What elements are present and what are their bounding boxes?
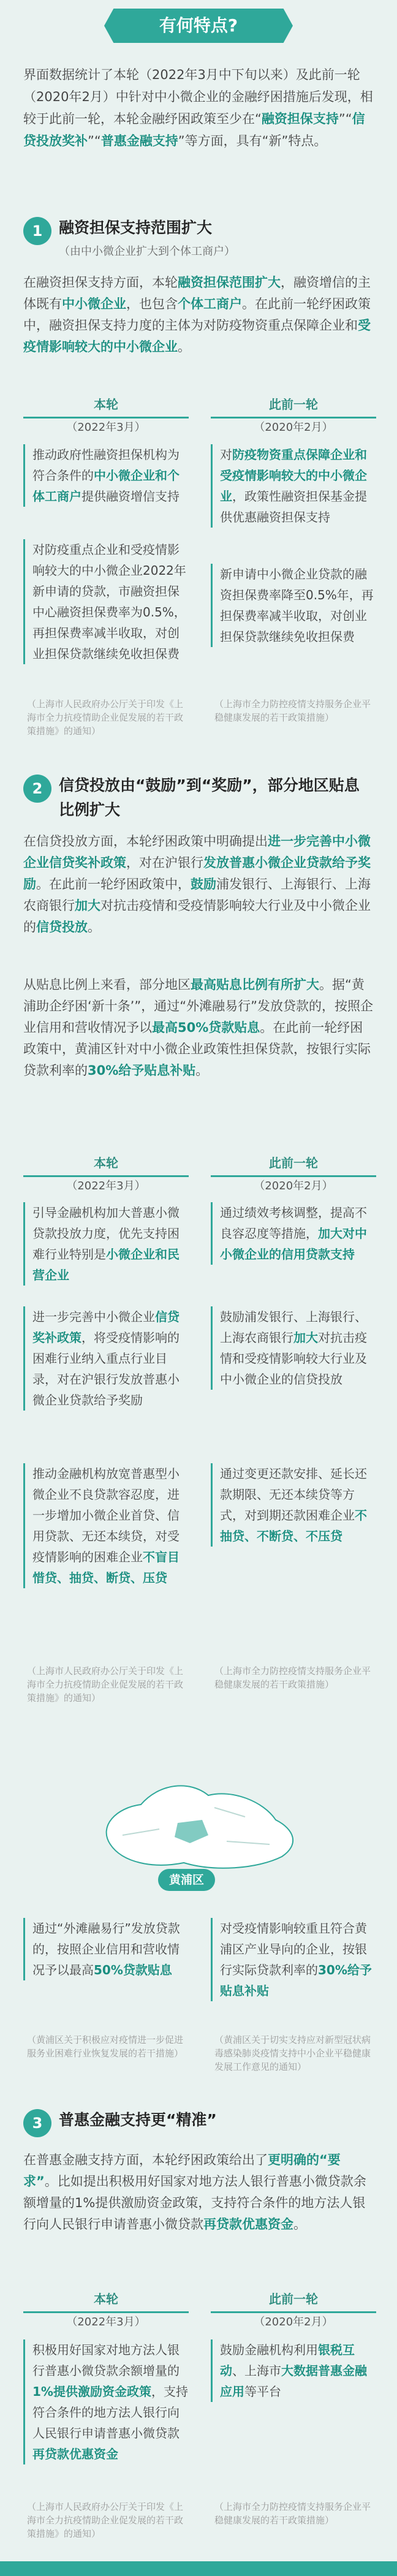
section-number-icon: 2 xyxy=(23,775,51,803)
section-subtitle: （由中小微企业扩大到个体工商户） xyxy=(59,245,235,258)
s3-current-source: （上海市人民政府办公厅关于印发《上海市全力抗疫情助企业促发展的若干政策措施》的通知） xyxy=(27,2501,184,2539)
s1-previous-source: （上海市全力防控疫情支持服务企业平稳健康发展的若干政策措施） xyxy=(214,699,371,723)
intro-highlight: 信贷投放奖补 xyxy=(23,112,365,148)
s2-current-item-3: 推动金融机构放宽普惠型小微企业不良贷款容忍度，进一步增加小微企业首贷、信用贷款、无还本续贷，对受疫情影响的困难企业不盲目惜贷、抽贷、断贷、压贷 xyxy=(23,1463,189,1588)
footer-strip xyxy=(0,2561,397,2576)
s1-current-source: （上海市人民政府办公厅关于印发《上海市全力抗疫情助企业促发展的若干政策措施》的通知） xyxy=(27,699,184,737)
s2-current-column-head: 本轮 （2022年3月） xyxy=(23,1151,189,1195)
s2-district-current-source: （黄浦区关于积极应对疫情进一步促进服务业困难行业恢复发展的若干措施） xyxy=(27,2034,184,2059)
s2-district-previous-source: （黄浦区关于切实支持应对新型冠状病毒感染肺炎疫情支持中小企业平稳健康发展工作意见的通知） xyxy=(214,2034,371,2072)
section-3-header xyxy=(23,2108,374,2138)
section-title: 融资担保支持范围扩大 xyxy=(59,219,213,237)
section-2-paragraph-2: 从贴息比例上来看，部分地区最高贴息比例有所扩大。据“黄浦助企纾困‘新十条’”，通过“外滩融易行”发放贷款的，按照企业信用和营收情况予以最高50%贷款贴息。在此前一轮纾困政策中，黄浦区针对中小微企业政策性担保贷款，按银行实际贷款利率的30%给予贴息补贴。 xyxy=(23,977,373,1078)
intro-text: ”“ xyxy=(88,134,101,148)
section-2-header xyxy=(23,773,374,822)
s3-previous-item-1: 鼓励金融机构利用银税互动、上海市大数据普惠金融应用等平台 xyxy=(211,2339,376,2402)
s1-previous-column-head: 此前一轮 （2020年2月） xyxy=(211,392,376,437)
s2-previous-item-2: 鼓励浦发银行、上海银行、上海农商银行加大对抗击疫情和受疫情影响较大行业及中小微企业的信贷投放 xyxy=(211,1306,376,1390)
s1-current-item-2: 对防疫重点企业和受疫情影响较大的中小微企业2022年新申请的贷款，市融资担保中心融资担保费率为0.5%，再担保费率减半收取，对创业担保贷款继续免收担保费 xyxy=(23,539,189,664)
s2-previous-source: （上海市全力防控疫情支持服务企业平稳健康发展的若干政策措施） xyxy=(214,1665,371,1690)
header-banner xyxy=(0,0,397,49)
page-title: 有何特点? xyxy=(159,15,238,36)
intro-highlight: 普惠金融支持 xyxy=(100,134,178,148)
s3-current-column-head: 本轮 （2022年3月） xyxy=(23,2287,189,2332)
intro-text: 界面数据统计了本轮（2022年3月中下旬以来）及此前一轮（2020年2月）中针对中小微企业的金融纾困措施后发现，相较于此前一轮，本轮金融纾困政策至少在“ xyxy=(23,67,373,126)
s2-district-previous: 对受疫情影响较重且符合黄浦区产业导向的企业，按银行实际贷款利率的30%给予贴息补贴 xyxy=(211,1918,376,2001)
intro-highlight: 融资担保支持 xyxy=(261,112,339,126)
section-1-header xyxy=(23,216,374,265)
s2-current-item-2: 进一步完善中小微企业信贷奖补政策，将受疫情影响的困难行业纳入重点行业目录，对在沪银行发放普惠小微企业贷款给予奖励 xyxy=(23,1306,189,1411)
section-number-icon: 3 xyxy=(23,2109,51,2137)
intro-paragraph xyxy=(23,64,374,152)
s2-current-source: （上海市人民政府办公厅关于印发《上海市全力抗疫情助企业促发展的若干政策措施》的通知） xyxy=(27,1665,184,1703)
section-2-paragraph: 在信贷投放方面，本轮纾困政策中明确提出进一步完善中小微企业信贷奖补政策，对在沪银行发放普惠小微企业贷款给予奖励。在此前一轮纾困政策中，鼓励浦发银行、上海银行、上海农商银行加大对抗击疫情和受疫情影响较大行业及中小微企业的信贷投放。 xyxy=(23,834,371,934)
s1-current-item-1: 推动政府性融资担保机构为符合条件的中小微企业和个体工商户提供融资增信支持 xyxy=(23,444,189,507)
s1-previous-item-2: 新申请中小微企业贷款的融资担保费率降至0.5%年，再担保费率减半收取，对创业担保贷款继续免收担保费 xyxy=(211,564,376,647)
s1-previous-item-1: 对防疫物资重点保障企业和受疫情影响较大的中小微企业，政策性融资担保基金提供优惠融资担保支持 xyxy=(211,444,376,528)
shanghai-map-icon xyxy=(86,1771,312,1875)
section-title: 信贷投放由“鼓励”到“奖励”，部分地区贴息比例扩大 xyxy=(59,776,360,819)
s3-previous-source: （上海市全力防控疫情支持服务企业平稳健康发展的若干政策措施） xyxy=(214,2501,371,2526)
section-1-paragraph: 在融资担保支持方面，本轮融资担保范围扩大，融资增信的主体既有中小微企业，也包含个体工商户。在此前一轮纾困政策中，融资担保支持力度的主体为对防疫物资重点保障企业和受疫情影响较大的中小微企业。 xyxy=(23,275,371,354)
s2-previous-item-3: 通过变更还款安排、延长还款期限、无还本续贷等方式，对到期还款困难企业不抽贷、不断贷、不压贷 xyxy=(211,1463,376,1547)
s2-district-current: 通过“外滩融易行”发放贷款的，按照企业信用和营收情况予以最高50%贷款贴息 xyxy=(23,1918,189,1980)
s3-current-item-1: 积极用好国家对地方法人银行普惠小微贷款余额增量的1%提供激励资金政策，支持符合条件的地方法人银行向人民银行申请普惠小微贷款再贷款优惠资金 xyxy=(23,2339,189,2464)
section-title: 普惠金融支持更“精准” xyxy=(59,2111,217,2129)
section-3-paragraph: 在普惠金融支持方面，本轮纾困政策给出了更明确的“要求”。比如提出积极用好国家对地方法人银行普惠小微贷款余额增量的1%提供激励资金政策，支持符合条件的地方法人银行向人民银行申请普惠小微贷款再贷款优惠资金。 xyxy=(23,2153,366,2232)
s1-current-column-head: 本轮 （2022年3月） xyxy=(23,392,189,437)
s3-previous-column-head: 此前一轮 （2020年2月） xyxy=(211,2287,376,2332)
section-number-icon: 1 xyxy=(23,217,51,245)
district-label: 黄浦区 xyxy=(158,1869,215,1891)
s2-current-item-1: 引导金融机构加大普惠小微贷款投放力度，优先支持困难行业特别是小微企业和民营企业 xyxy=(23,1202,189,1286)
intro-text: ”“ xyxy=(338,112,352,126)
s2-previous-item-1: 通过绩效考核调整，提高不良容忍度等措施，加大对中小微企业的信用贷款支持 xyxy=(211,1202,376,1265)
s2-previous-column-head: 此前一轮 （2020年2月） xyxy=(211,1151,376,1195)
intro-text: ”等方面，具有“新”特点。 xyxy=(178,134,327,148)
